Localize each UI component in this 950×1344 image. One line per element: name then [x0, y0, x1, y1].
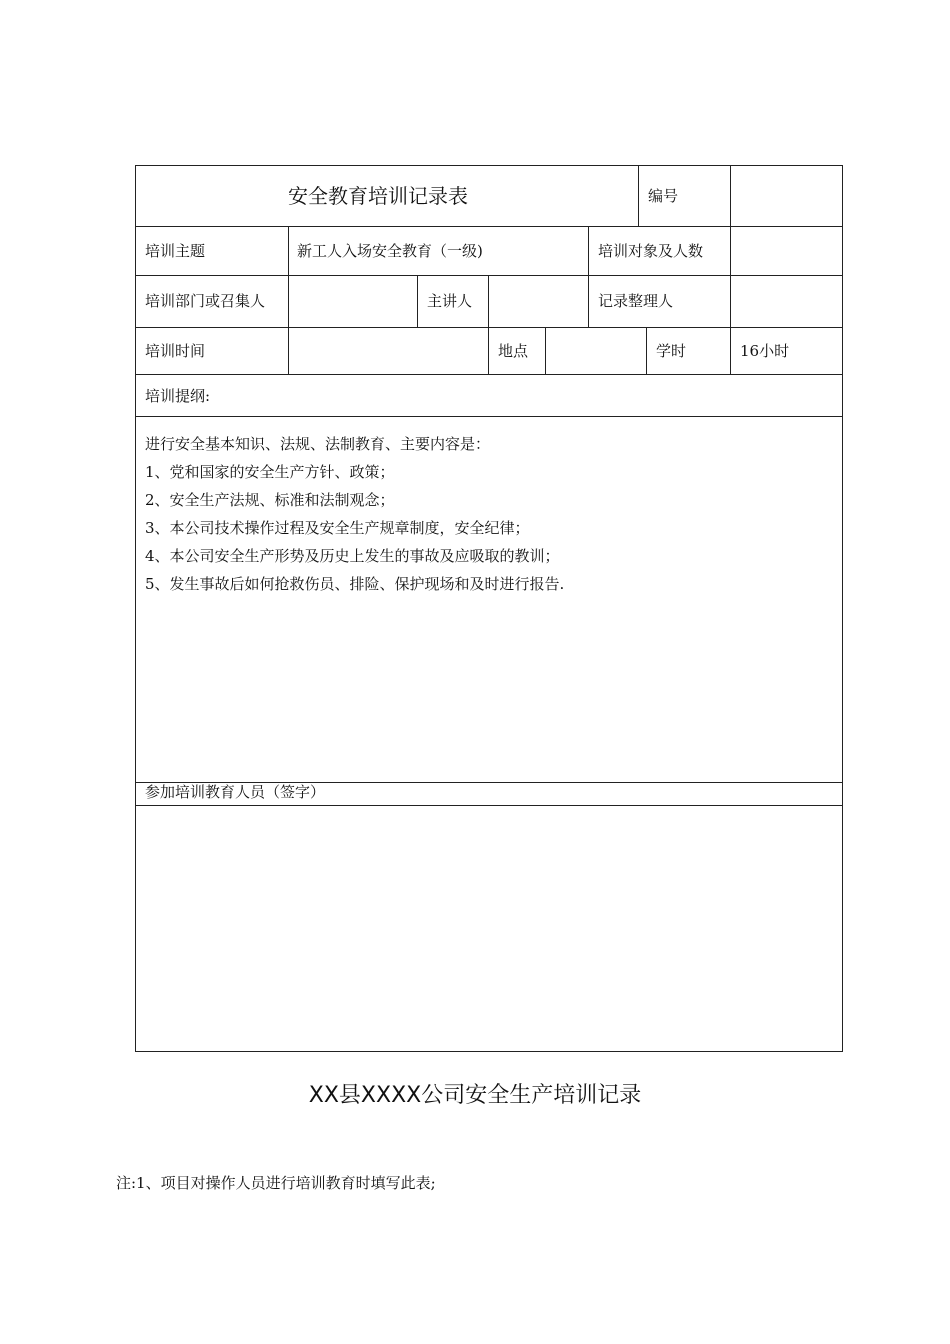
content-line: 3、本公司技术操作过程及安全生产规章制度，安全纪律； [145, 519, 530, 537]
content-line: 进行安全基本知识、法规、法制教育、主要内容是： [145, 435, 491, 453]
col-divider [488, 275, 489, 327]
content-line: 4、本公司安全生产形势及历史上发生的事故及应吸取的教训； [145, 547, 560, 565]
col-divider [417, 275, 418, 327]
footnote: 注:1、项目对操作人员进行培训教育时填写此表; [116, 1174, 436, 1192]
row-divider [136, 374, 842, 375]
topic-value[interactable]: 新工人入场安全教育（一级) [297, 242, 483, 260]
document-title: XX县XXXX公司安全生产培训记录 [308, 1083, 642, 1108]
recorder-label: 记录整理人 [598, 292, 674, 310]
number-label: 编号 [648, 187, 679, 205]
col-divider [730, 166, 731, 226]
speaker-label: 主讲人 [427, 292, 473, 310]
content-line: 5、发生事故后如何抢救伤员、排险、保护现场和及时进行报告. [145, 575, 565, 593]
col-divider [638, 166, 639, 226]
content-line: 2、安全生产法规、标准和法制观念； [145, 491, 395, 509]
form-title: 安全教育培训记录表 [288, 184, 468, 208]
audience-label: 培训对象及人数 [598, 242, 704, 260]
col-divider [588, 226, 589, 275]
dept-label: 培训部门或召集人 [145, 292, 266, 310]
col-divider [730, 226, 731, 275]
col-divider [588, 275, 589, 327]
col-divider [288, 327, 289, 374]
col-divider [545, 327, 546, 374]
signature-area[interactable] [136, 806, 842, 1050]
col-divider [646, 327, 647, 374]
hours-label: 学时 [656, 342, 687, 360]
content-line: 1、党和国家的安全生产方针、政策； [145, 463, 395, 481]
row-divider [136, 327, 842, 328]
row-divider [136, 416, 842, 417]
col-divider [730, 327, 731, 374]
col-divider [288, 275, 289, 327]
place-label: 地点 [498, 342, 529, 360]
training-record-form [135, 165, 843, 1052]
attendees-label: 参加培训教育人员（签字） [145, 783, 326, 801]
col-divider [730, 275, 731, 327]
row-divider [136, 275, 842, 276]
outline-label: 培训提纲: [145, 387, 211, 405]
col-divider [288, 226, 289, 275]
col-divider [488, 327, 489, 374]
hours-value[interactable]: 16小时 [740, 342, 790, 360]
time-label: 培训时间 [145, 342, 206, 360]
row-divider [136, 226, 842, 227]
training-content [145, 434, 564, 602]
topic-label: 培训主题 [145, 242, 206, 260]
